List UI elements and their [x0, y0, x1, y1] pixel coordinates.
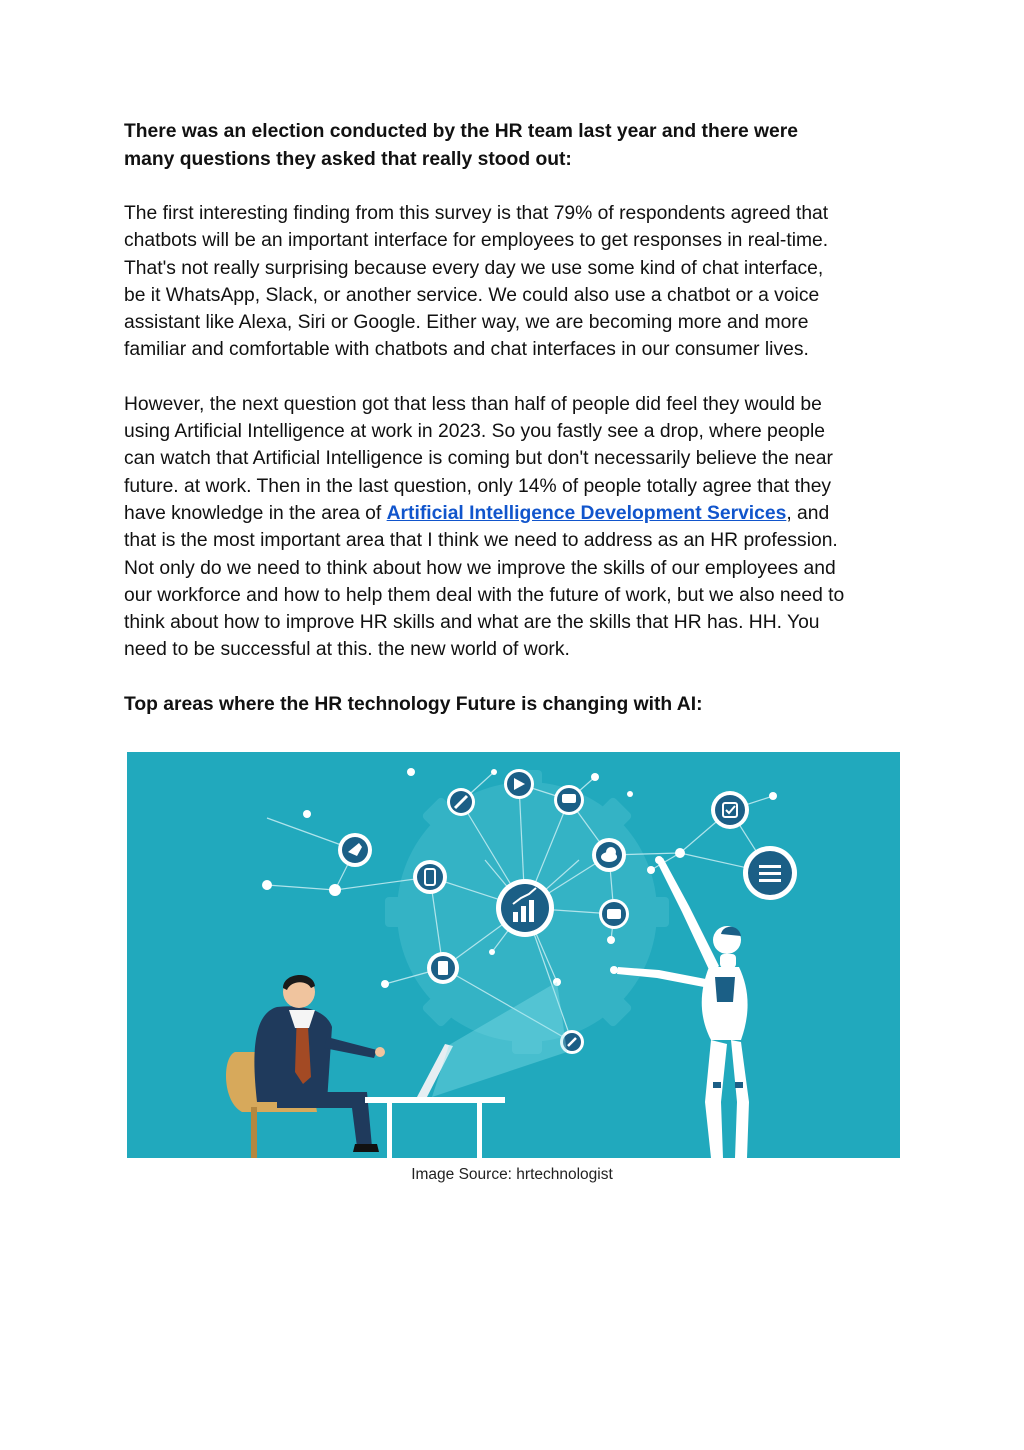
paragraph-line: The first interesting finding from this survey is that 79% of respondents agreed that: [124, 203, 829, 224]
heading-line: There was an election conducted by the HR team last year and there were: [124, 121, 798, 142]
paragraph-line: be it WhatsApp, Slack, or another service. We could also use a chatbot or a voice: [124, 284, 820, 306]
paragraph-line: That's not really surprising because every day we use some kind of chat interface,: [124, 257, 824, 279]
ai-development-services-link[interactable]: Artificial Intelligence Development Services: [386, 502, 787, 524]
paragraph-line: think about how to improve HR skills and what are the skills that HR has. HH. You: [124, 612, 820, 634]
paragraph-line: However, the next question got that less than half of people did feel they would be: [124, 393, 822, 415]
folder-icon: [599, 899, 629, 929]
menu-icon: [743, 846, 797, 900]
paragraph-line: assistant like Alexa, Siri or Google. Either way, we are becoming more and more: [124, 312, 809, 334]
paragraph-line: have knowledge in the area of: [124, 502, 387, 524]
section-heading-election: [124, 118, 904, 173]
growth-chart-icon: [496, 879, 554, 937]
play-icon: [504, 769, 534, 799]
chat-icon: [554, 785, 584, 815]
paragraph-chatbots: [124, 200, 904, 364]
paragraph-line: need to be successful at this. the new world of work.: [124, 639, 570, 661]
image-caption: Image Source: hrtechnologist: [411, 1166, 613, 1183]
article-body: [124, 118, 904, 718]
document-icon: [427, 952, 459, 984]
hr-ai-illustration: [127, 752, 900, 1158]
paragraph-line: our workforce and how to help them deal with the future of work, but we also need to: [124, 584, 845, 606]
paragraph-line: that is the most important area that I think we need to address as an HR profession.: [124, 530, 838, 552]
illustration-svg: [127, 752, 900, 1158]
pencil-icon: [447, 788, 475, 816]
paragraph-line: using Artificial Intelligence at work in 2023. So you fastly see a drop, where people: [124, 421, 825, 443]
heading-line: many questions they asked that really stood out:: [124, 148, 572, 170]
paragraph-line: can watch that Artificial Intelligence is coming but don't necessarily believe the near: [124, 448, 833, 470]
paragraph-line: , and: [786, 502, 830, 524]
hand-pointer-icon: [338, 833, 372, 867]
section-heading-top-areas: Top areas where the HR technology Future is changing with AI:: [124, 693, 703, 715]
paragraph-line: Not only do we need to think about how we improve the skills of our employees and: [124, 557, 836, 579]
paragraph-line: familiar and comfortable with chatbots and chat interfaces in our consumer lives.: [124, 339, 809, 361]
phone-icon: [413, 860, 447, 894]
paragraph-ai-at-work: [124, 391, 904, 664]
cloud-icon: [592, 838, 626, 872]
paragraph-line: future. at work. Then in the last question, only 14% of people totally agree that they: [124, 475, 832, 497]
paragraph-line: chatbots will be an important interface for employees to get responses in real-time.: [124, 230, 829, 252]
checklist-icon: [711, 791, 749, 829]
